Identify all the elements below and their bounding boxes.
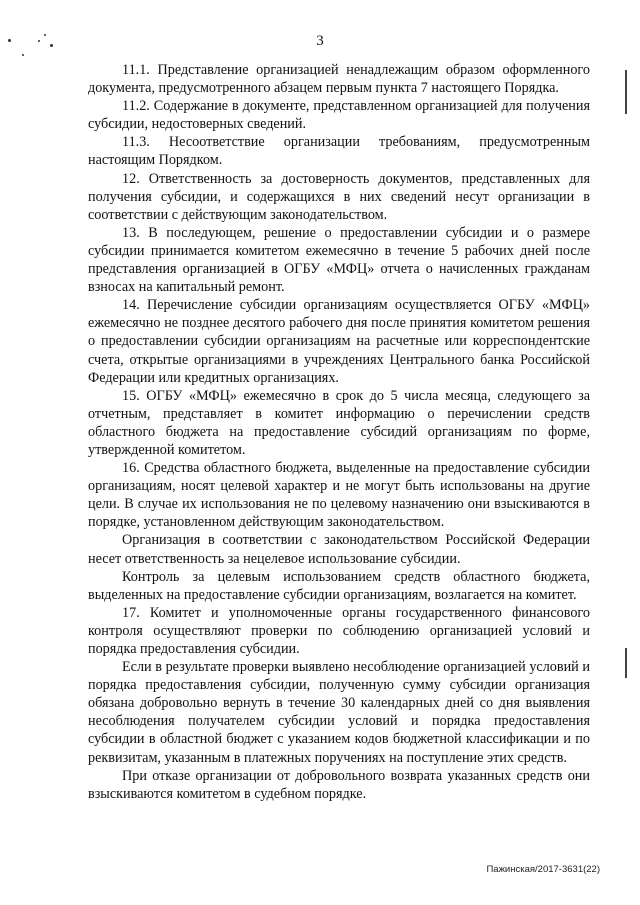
document-body xyxy=(88,61,590,803)
paragraph-11-2: 11.2. Содержание в документе, представленном организацией для получения субсидии, недостоверных сведений. xyxy=(88,98,590,133)
scan-edge-line xyxy=(625,648,627,678)
paragraph-control: Контроль за целевым использованием средств областного бюджета, выделенных на предоставление субсидии организациям, возлагается на комитет. xyxy=(88,568,590,603)
paragraph-13: 13. В последующем, решение о предоставлении субсидии и о размере субсидии принимается комитетом ежемесячно в течение 5 рабочих дней после представления организацией в ОГБУ «МФЦ» отчета о начисленных гражданам взносах на капитальный ремонт. xyxy=(88,224,590,296)
paragraph-17: 17. Комитет и уполномоченные органы государственного финансового контроля осуществляют проверки по соблюдению организацией условий и порядка предоставления субсидии. xyxy=(88,604,590,657)
paragraph-11-3: 11.3. Несоответствие организации требованиям, предусмотренным настоящим Порядком. xyxy=(88,134,590,169)
paragraph-11-1: 11.1. Представление организацией ненадлежащим образом оформленного документа, предусмотренного абзацем первым пункта 7 настоящего Порядка. xyxy=(88,62,590,97)
scan-edge-line xyxy=(625,70,627,114)
scan-speck xyxy=(22,54,24,56)
document-code: Пажинская/2017-3631(22) xyxy=(486,864,600,875)
paragraph-court: При отказе организации от добровольного возврата указанных средств они взыскиваются комитетом в судебном порядке. xyxy=(88,767,590,802)
paragraph-14: 14. Перечисление субсидии организациям осуществляется ОГБУ «МФЦ» ежемесячно не позднее десятого рабочего дня после принятия комитетом решения о предоставлении субсидии организациям на расчетные или корреспондентские счета, открытые организациями в учреждениях Центрального банка Российской Федерации или кредитных организациях. xyxy=(88,297,590,386)
paragraph-refund: Если в результате проверки выявлено несоблюдение организацией условий и порядка предоставления субсидии, полученную сумму субсидии организация обязана добровольно вернуть в течение 30 календарных дней со дня выявления несоблюдения получателем субсидии условий и порядка предоставления субсидии в областной бюджет с указанием кодов бюджетной классификации и по реквизитам, указанным в платежных поручениях на поступление этих средств. xyxy=(88,659,590,766)
paragraph-responsibility: Организация в соответствии с законодательством Российской Федерации несет ответственность за нецелевое использование субсидии. xyxy=(88,532,590,567)
paragraph-15: 15. ОГБУ «МФЦ» ежемесячно в срок до 5 числа месяца, следующего за отчетным, представляет в комитет информацию о перечислении средств областного бюджета на предоставление субсидий организациям по форме, утвержденной комитетом. xyxy=(88,387,590,458)
paragraph-16: 16. Средства областного бюджета, выделенные на предоставление субсидии организациям, носят целевой характер и не могут быть использованы на другие цели. В случае их использования не по целевому назначению они взыскиваются в порядке, установленном действующим законодательством. xyxy=(88,460,590,531)
page-number: 3 xyxy=(316,33,324,49)
paragraph-12: 12. Ответственность за достоверность документов, представленных для получения субсидии, и содержащихся в них сведений несут организации в соответствии с действующим законодательством. xyxy=(88,170,590,223)
